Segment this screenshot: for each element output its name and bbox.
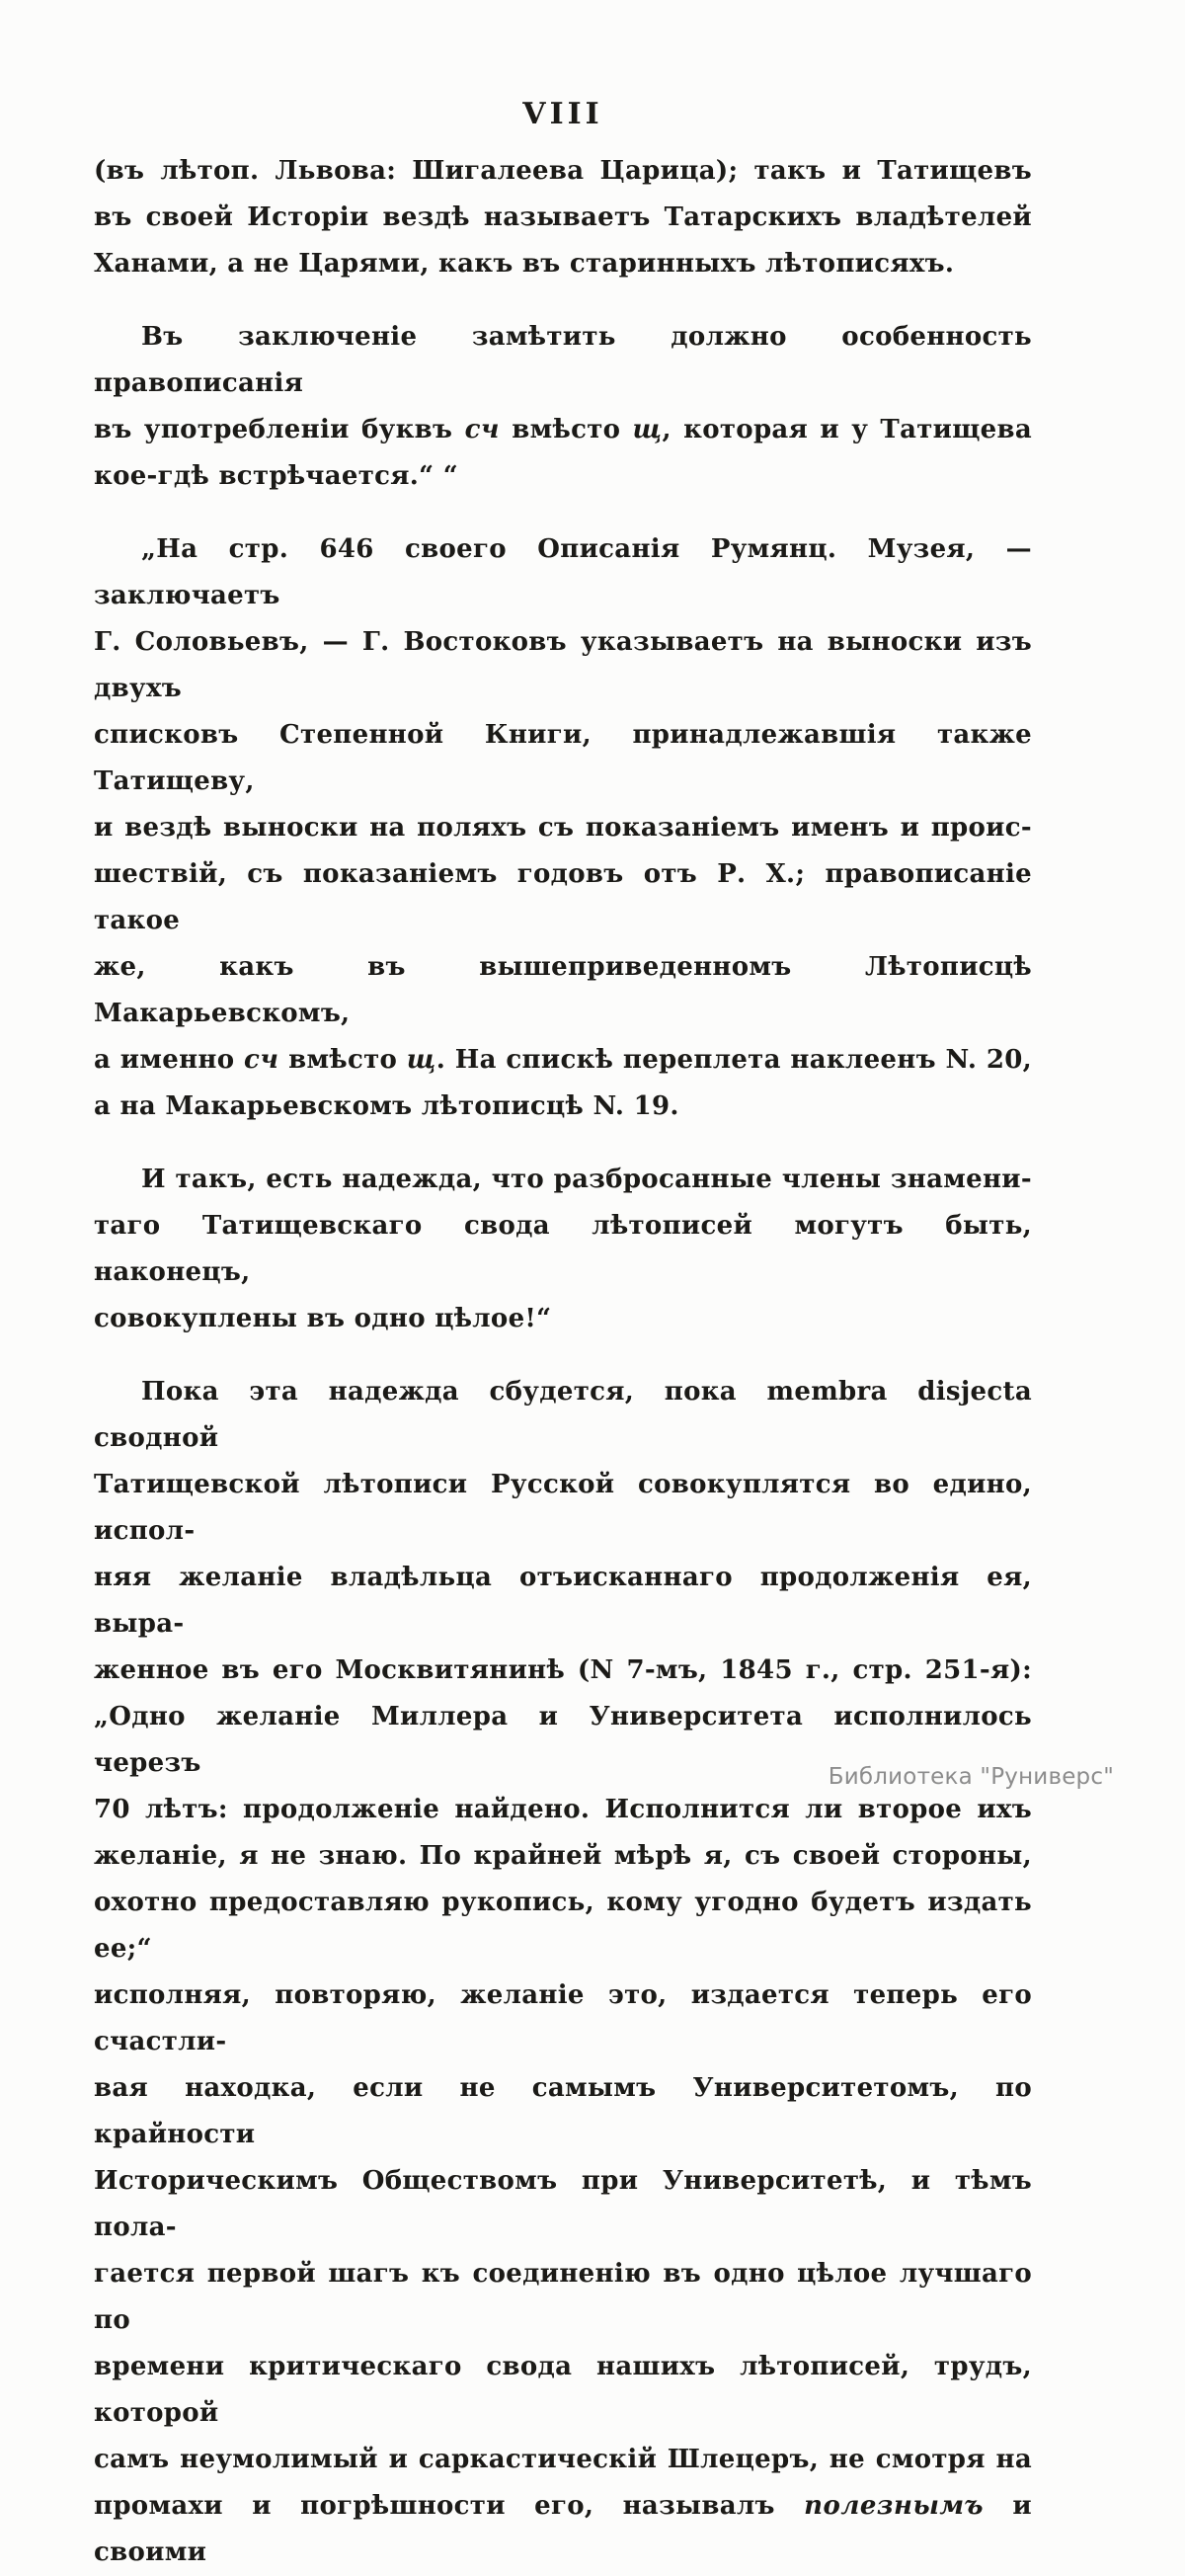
text-line [94, 241, 1032, 287]
text-line [94, 619, 1032, 712]
text-segment: Историческимъ Обществомъ при Университетѣ, и тѣмъ пола- [94, 2166, 1032, 2242]
text-segment: охотно предоставляю рукопись, кому угодно будетъ издать ее;“ [94, 1888, 1032, 1964]
italic-text: сч [244, 1045, 279, 1075]
text-line [94, 1369, 1032, 1462]
text-segment: , которая и у Татищева [662, 415, 1032, 444]
text-segment: и своими [94, 2491, 1032, 2567]
text-line [94, 1880, 1032, 1972]
text-line [94, 851, 1032, 944]
text-line [94, 2158, 1032, 2251]
text-line [94, 1157, 1032, 1203]
text-segment: а именно [94, 1045, 245, 1075]
text-segment: вая находка, если не самымъ Университетомъ, по крайности [94, 2073, 1032, 2149]
page-number: VIII [522, 97, 603, 131]
text-line [94, 1648, 1032, 1694]
text-line [94, 712, 1032, 805]
paragraph [94, 1369, 1032, 2576]
text-segment: (въ лѣтоп. Львова: Шигалеева Царица); такъ и Татищевъ [94, 156, 1032, 186]
text-segment: Г. Соловьевъ, — Г. Востоковъ указываетъ на выноски изъ двухъ [94, 627, 1032, 703]
text-line [94, 2251, 1032, 2344]
text-line [94, 1833, 1032, 1880]
italic-text: полезнымъ [804, 2491, 985, 2521]
text-segment: „Одно желаніе Миллера и Университета исполнилось черезъ [94, 1702, 1032, 1778]
text-line [94, 1787, 1032, 1833]
text-line [94, 2437, 1032, 2483]
body-text [94, 148, 1032, 2576]
text-line [94, 2483, 1032, 2576]
text-line [94, 1037, 1032, 1084]
text-line [94, 805, 1032, 851]
text-segment: исполняя, повторяю, желаніе это, издается теперь его счастли- [94, 1980, 1032, 2056]
text-line [94, 944, 1032, 1037]
text-line [94, 1203, 1032, 1296]
paragraph [94, 526, 1032, 1130]
paragraph [94, 1157, 1032, 1342]
text-segment: совокуплены въ одно цѣлое!“ [94, 1304, 552, 1333]
text-line [94, 526, 1032, 619]
text-line [94, 314, 1032, 407]
italic-text: щ [406, 1045, 436, 1075]
text-segment: „На стр. 646 своего Описанія Румянц. Музея, — заключаетъ [94, 534, 1032, 610]
text-segment: 70 лѣтъ: продолженіе найдено. Исполнится ли второе ихъ [94, 1795, 1032, 1824]
text-segment: женное въ его Москвитянинѣ (N 7-мъ, 1845 г., стр. 251-я): [94, 1655, 1032, 1685]
text-line [94, 148, 1032, 195]
text-segment: Ханами, а не Царями, какъ въ старинныхъ лѣтописяхъ. [94, 249, 955, 279]
text-segment: таго Татищевскаго свода лѣтописей могутъ быть, наконецъ, [94, 1211, 1032, 1287]
text-line [94, 1555, 1032, 1648]
text-segment: въ своей Исторіи вездѣ называетъ Татарскихъ владѣтелей [94, 202, 1032, 232]
text-segment: же, какъ въ вышеприведенномъ Лѣтописцѣ Макарьевскомъ, [94, 952, 1032, 1028]
text-line [94, 2344, 1032, 2437]
text-segment: няя желаніе владѣльца отъисканнаго продолженія ея, выра- [94, 1563, 1032, 1639]
text-line [94, 1972, 1032, 2065]
text-segment: времени критическаго свода нашихъ лѣтописей, трудъ, которой [94, 2352, 1032, 2428]
text-segment: Въ заключеніе замѣтить должно особенность правописанія [94, 322, 1032, 398]
text-segment: желаніе, я не знаю. По крайней мѣрѣ я, съ своей стороны, [94, 1841, 1032, 1871]
text-segment: списковъ Степенной Книги, принадлежавшія также Татищеву, [94, 720, 1032, 796]
text-line [94, 2065, 1032, 2158]
text-line [94, 1462, 1032, 1555]
text-segment: вмѣсто [278, 1045, 407, 1075]
text-segment: самъ неумолимый и саркастическій Шлецеръ, не смотря на [94, 2445, 1032, 2474]
text-segment: въ употребленіи буквъ [94, 415, 465, 444]
text-line [94, 1296, 1032, 1342]
text-line [94, 195, 1032, 241]
paragraph [94, 314, 1032, 500]
text-segment: а на Макарьевскомъ лѣтописцѣ N. 19. [94, 1091, 679, 1121]
paragraph [94, 148, 1032, 287]
text-segment: промахи и погрѣшности его, называлъ [94, 2491, 805, 2521]
text-line [94, 453, 1032, 500]
text-segment: вмѣсто [499, 415, 633, 444]
italic-text: сч [464, 415, 500, 444]
text-segment: и вездѣ выноски на поляхъ съ показаніемъ именъ и проис- [94, 813, 1032, 843]
text-segment: Пока эта надежда сбудется, пока membra disjecta сводной [94, 1377, 1032, 1453]
text-line [94, 1084, 1032, 1130]
italic-text: щ [632, 415, 663, 444]
text-segment: Татищевской лѣтописи Русской совокуплятся во едино, испол- [94, 1470, 1032, 1546]
text-line [94, 407, 1032, 453]
text-segment: . На спискѣ переплета наклеенъ N. 20, [435, 1045, 1032, 1075]
text-segment: И такъ, есть надежда, что разбросанные члены знамени- [141, 1165, 1032, 1194]
text-segment: шествій, съ показаніемъ годовъ отъ Р. Х.; правописаніе такое [94, 859, 1032, 935]
text-segment: гается первой шагъ къ соединенію въ одно цѣлое лучшаго по [94, 2259, 1032, 2335]
text-segment: кое-гдѣ встрѣчается.“ “ [94, 461, 458, 491]
watermark: Библиотека "Руниверс" [828, 1764, 1114, 1790]
